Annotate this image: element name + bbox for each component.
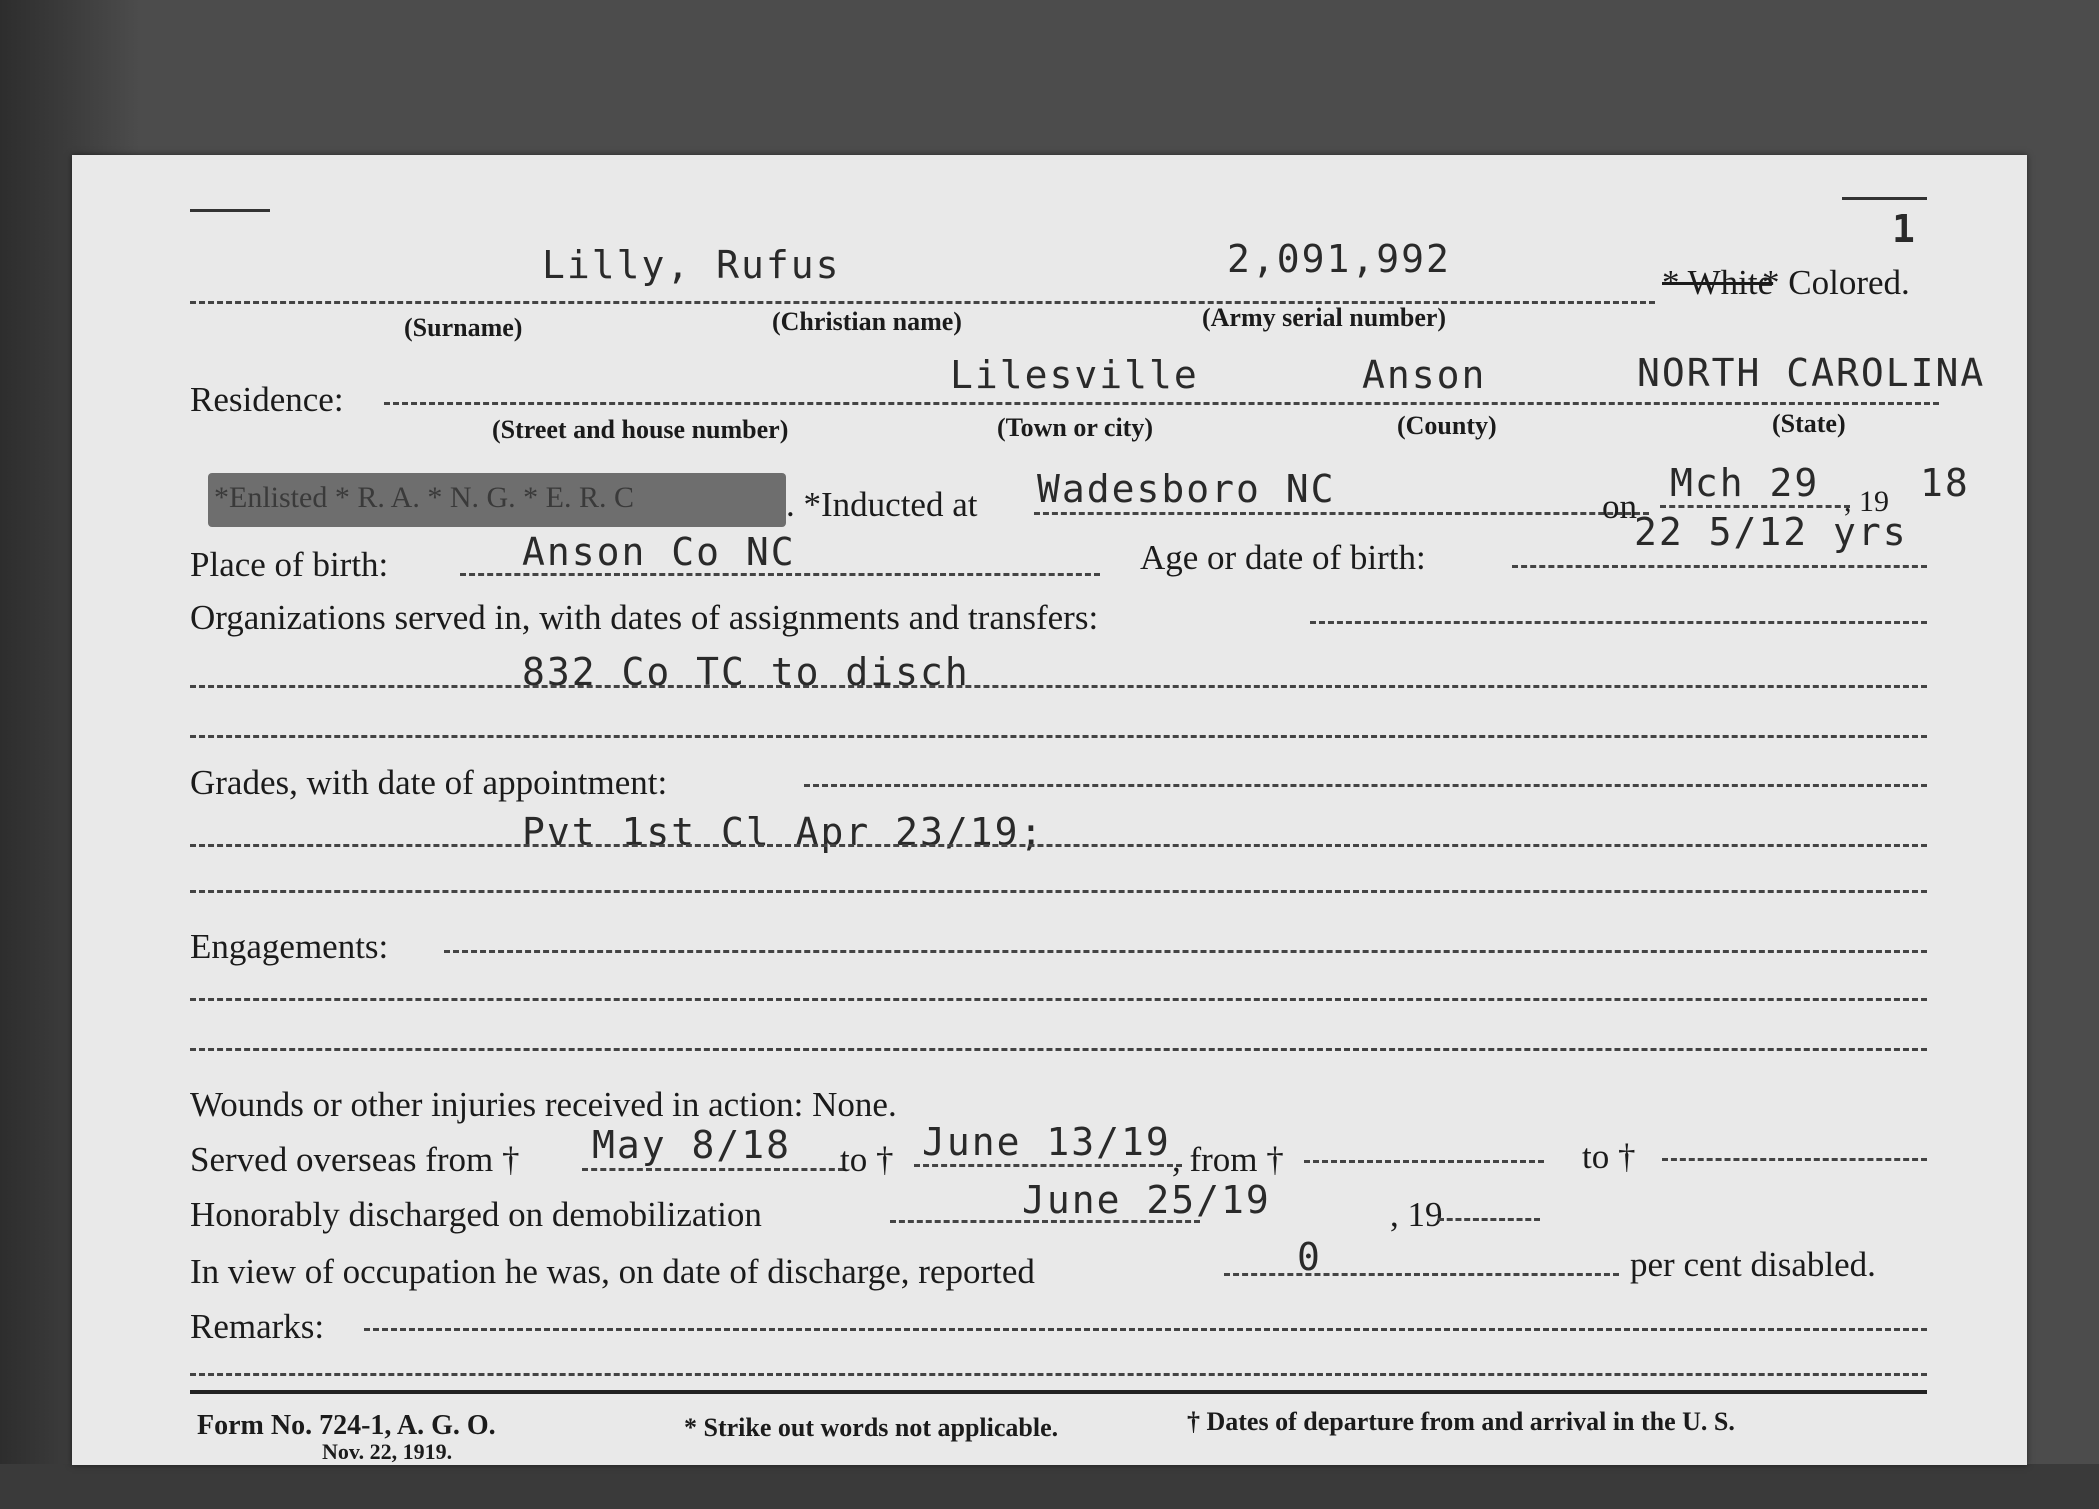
age-label: Age or date of birth: (1140, 538, 1426, 577)
remarks-line-2 (190, 1373, 1927, 1376)
overseas-to2-line (1662, 1158, 1927, 1161)
inducted-line (1034, 512, 1649, 515)
overseas-to-label: to † (840, 1140, 894, 1179)
enlisted-redacted-text: *Enlisted * R. A. * N. G. * E. R. C (214, 481, 635, 514)
form-number: Form No. 724-1, A. G. O. (197, 1410, 496, 1441)
grades-line-3 (190, 890, 1927, 893)
county-caption: (County) (1397, 411, 1497, 440)
organizations-label: Organizations served in, with dates of assignments and transfers: (190, 598, 1099, 637)
organizations-line-2 (190, 685, 1927, 688)
inducted-date-line (1660, 505, 1850, 508)
dates-note: † Dates of departure from and arrival in the U. S. (1187, 1407, 1735, 1436)
serial-caption: (Army serial number) (1202, 303, 1447, 332)
residence-county: Anson (1362, 353, 1487, 397)
grades-line-2 (190, 844, 1927, 847)
engagements-label: Engagements: (190, 927, 389, 966)
town-caption: (Town or city) (997, 413, 1153, 442)
overseas-from2-label: , from † (1172, 1140, 1284, 1179)
inducted-label: . *Inducted at (786, 485, 978, 524)
grades-line-1 (804, 784, 1927, 787)
discharge-year-label: , 19 (1390, 1195, 1443, 1234)
scan-bottom-strip (0, 1464, 2099, 1509)
card-number: 1 (1892, 207, 1917, 251)
overseas-from-value: May 8/18 (592, 1123, 792, 1167)
residence-state: NORTH CAROLINA (1637, 351, 1986, 395)
surname-caption: (Surname) (404, 313, 523, 342)
birthplace-label: Place of birth: (190, 545, 389, 584)
race-colored: * Colored. (1762, 263, 1910, 302)
remarks-line-1 (364, 1328, 1927, 1331)
strike-note: * Strike out words not applicable. (684, 1413, 1059, 1442)
grades-label: Grades, with date of appointment: (190, 763, 668, 802)
top-right-rule (1842, 197, 1927, 200)
overseas-from2-line (1304, 1160, 1544, 1163)
discharge-year-line (1438, 1218, 1540, 1221)
organizations-line-3 (190, 735, 1927, 738)
residence-line (384, 402, 1939, 405)
inducted-place: Wadesboro NC (1037, 467, 1336, 511)
disability-value: 0 (1297, 1235, 1322, 1279)
disability-label: In view of occupation he was, on date of discharge, reported (190, 1252, 1035, 1291)
overseas-to-line (914, 1164, 1182, 1167)
wounds-label: Wounds or other injuries received in action: None. (190, 1085, 897, 1124)
overseas-from-line (582, 1168, 844, 1171)
discharge-line (890, 1220, 1200, 1223)
inducted-date: Mch 29 (1670, 461, 1820, 505)
discharge-date: June 25/19 (1022, 1178, 1271, 1222)
name-value: Lilly, Rufus (542, 243, 841, 287)
year-prefix: , 19 (1844, 485, 1889, 518)
enlisted-redaction (208, 473, 786, 527)
organizations-value: 832 Co TC to disch (522, 650, 970, 694)
overseas-label: Served overseas from † (190, 1140, 520, 1179)
residence-town: Lilesville (950, 353, 1199, 397)
birthplace-value: Anson Co NC (522, 530, 796, 574)
disability-suffix: per cent disabled. (1630, 1245, 1876, 1284)
engagements-line-2 (190, 998, 1927, 1001)
residence-label: Residence: (190, 380, 344, 419)
grades-value: Pvt 1st Cl Apr 23/19; (522, 810, 1045, 854)
disability-line (1224, 1273, 1619, 1276)
record-card (72, 155, 2027, 1465)
organizations-line-1 (1310, 621, 1927, 624)
christian-caption: (Christian name) (772, 307, 962, 336)
street-caption: (Street and house number) (492, 415, 789, 444)
on-label: on (1602, 487, 1637, 526)
race-white: * White (1662, 263, 1774, 302)
remarks-label: Remarks: (190, 1307, 325, 1346)
overseas-to-value: June 13/19 (922, 1120, 1171, 1164)
age-line (1512, 565, 1927, 568)
age-value: 22 5/12 yrs (1634, 510, 1908, 554)
serial-value: 2,091,992 (1227, 237, 1451, 281)
form-date: Nov. 22, 1919. (322, 1439, 453, 1464)
engagements-line-3 (190, 1048, 1927, 1051)
discharge-label: Honorably discharged on demobilization (190, 1195, 762, 1234)
overseas-to2-label: to † (1582, 1137, 1636, 1176)
state-caption: (State) (1772, 409, 1846, 438)
footer-rule (190, 1390, 1927, 1394)
inducted-year: 18 (1920, 461, 1970, 505)
engagements-line-1 (444, 950, 1927, 953)
top-left-rule (190, 209, 270, 212)
birthplace-line (460, 573, 1100, 576)
